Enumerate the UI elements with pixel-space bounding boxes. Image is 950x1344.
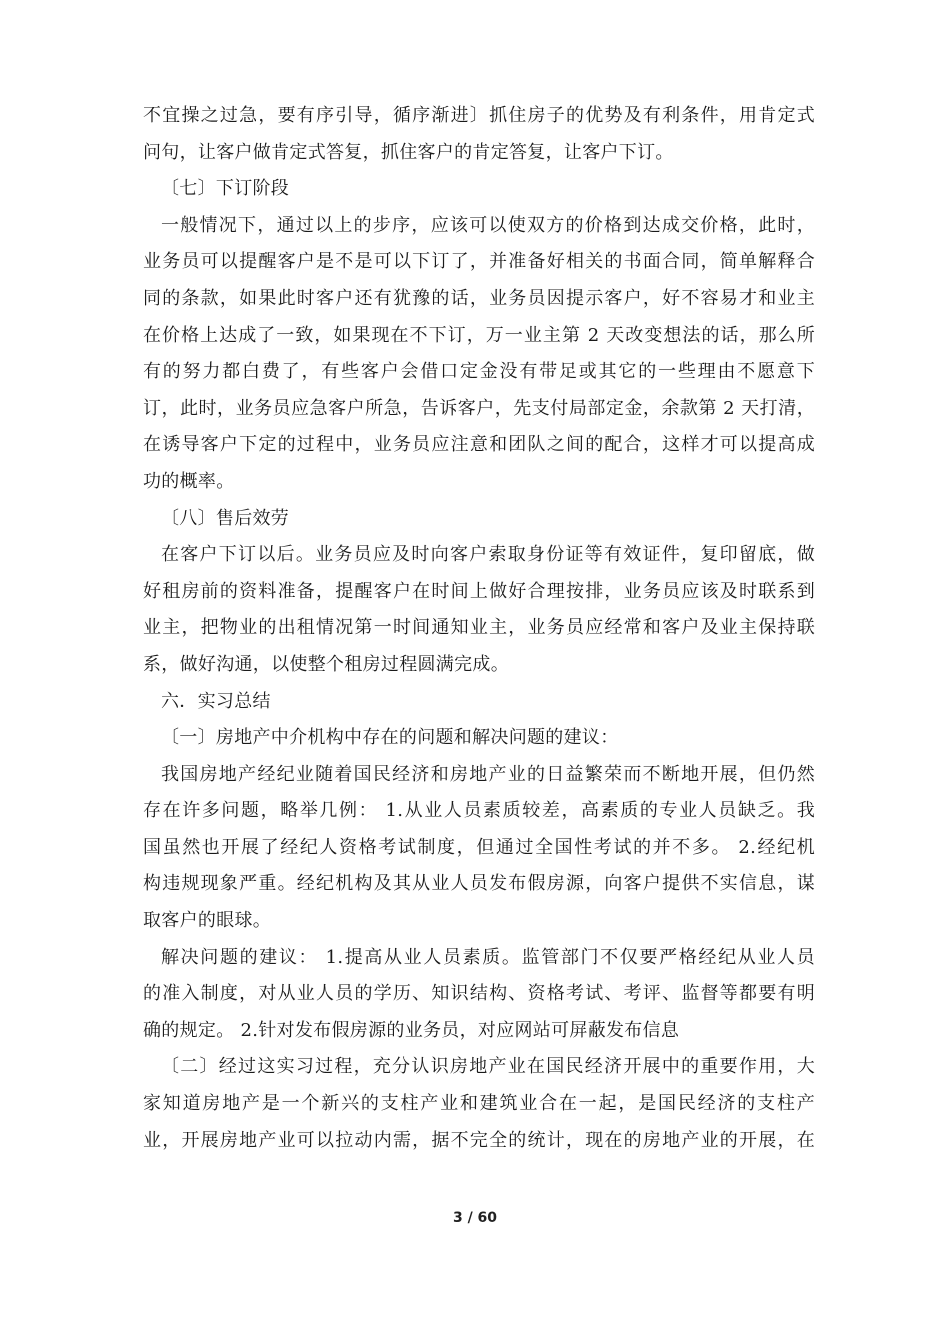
- text-line: 家知道房地产是一个新兴的支柱产业和建筑业合在一起，是国民经济的支柱产: [143, 1093, 815, 1115]
- text-line: 构违规现象严重。经纪机构及其从业人员发布假房源，向客户提供不实信息，谋: [143, 873, 815, 895]
- section-heading: 六．实习总结: [161, 690, 271, 712]
- section-heading: 〔八〕售后效劳: [161, 507, 290, 529]
- text-line: 在客户下订以后。业务员应及时向客户索取身份证等有效证件，复印留底，做: [161, 544, 815, 566]
- text-line: 不宜操之过急，要有序引导，循序渐进〕抓住房子的优势及有利条件，用肯定式: [143, 105, 815, 126]
- section-heading: 〔一〕房地产中介机构中存在的问题和解决问题的建议：: [161, 727, 619, 749]
- text-line: 系，做好沟通，以使整个租房过程圆满完成。: [143, 653, 509, 675]
- text-line: 存在许多问题，略举几例： 1.从业人员素质较差，高素质的专业人员缺乏。我: [143, 800, 815, 822]
- text-line: 取客户的眼球。: [143, 910, 272, 932]
- text-line: 的准入制度，对从业人员的学历、知识结构、资格考试、考评、监督等都要有明: [143, 983, 815, 1005]
- text-line: 一般情况下，通过以上的步序，应该可以使双方的价格到达成交价格，此时，: [161, 214, 815, 236]
- text-line: 在价格上达成了一致，如果现在不下订，万一业主第 2 天改变想法的话，那么所: [143, 324, 815, 346]
- text-line: 解决问题的建议： 1.提高从业人员素质。监管部门不仅要严格经纪从业人员: [161, 946, 815, 968]
- text-line: 业，开展房地产业可以拉动内需，据不完全的统计，现在的房地产业的开展，在: [143, 1129, 815, 1151]
- text-line: 订，此时，业务员应急客户所急，告诉客户，先支付局部定金，余款第 2 天打清，: [143, 397, 815, 419]
- text-line: 业主，把物业的出租情况第一时间通知业主，业务员应经常和客户及业主保持联: [143, 617, 815, 639]
- text-line: 业务员可以提醒客户是不是可以下订了，并准备好相关的书面合同，简单解释合: [143, 251, 815, 273]
- text-line: 有的努力都白费了，有些客户会借口定金没有带足或其它的一些理由不愿意下: [143, 361, 815, 383]
- text-line: 好租房前的资料准备，提醒客户在时间上做好合理按排，业务员应该及时联系到: [143, 580, 815, 602]
- text-line: 功的概率。: [143, 470, 235, 492]
- text-line: 确的规定。 2.针对发布假房源的业务员，对应网站可屏蔽发布信息: [143, 1019, 680, 1041]
- text-line: 国虽然也开展了经纪人资格考试制度，但通过全国性考试的并不多。 2.经纪机: [143, 836, 815, 858]
- document-body: [143, 98, 815, 1159]
- text-line: 同的条款，如果此时客户还有犹豫的话，业务员因提示客户，好不容易才和业主: [143, 287, 815, 309]
- text-line: 〔二〕经过这实习过程，充分认识房地产业在国民经济开展中的重要作用，大: [161, 1056, 815, 1078]
- text-line: 在诱导客户下定的过程中，业务员应注意和团队之间的配合，这样才可以提高成: [143, 434, 815, 456]
- text-line: 我国房地产经纪业随着国民经济和房地产业的日益繁荣而不断地开展，但仍然: [161, 763, 815, 785]
- section-heading: 〔七〕下订阶段: [161, 178, 290, 200]
- text-line: 问句，让客户做肯定式答复，抓住客户的肯定答复，让客户下订。: [143, 141, 674, 163]
- page-number: 3 / 60: [452, 1210, 498, 1226]
